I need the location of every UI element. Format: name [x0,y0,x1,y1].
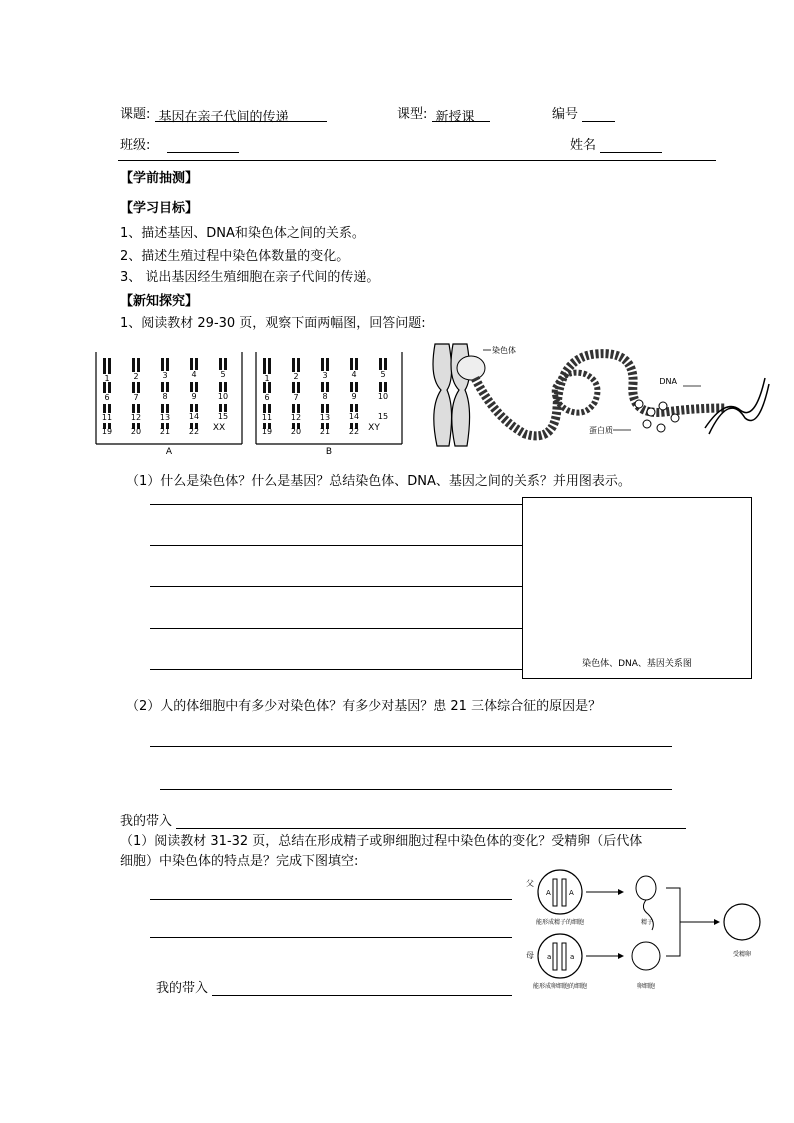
question-3-line1: （1）阅读教材 31-32 页，总结在形成精子或卵细胞过程中染色体的变化？受精卵（后代体 [120,834,643,849]
chromosome-number: 20 [130,427,142,436]
egg-cell-icon [632,942,660,970]
topic-value: 基因在亲子代间的传递 [158,110,289,125]
question-1: （1）什么是染色体？什么是基因？总结染色体、DNA、基因之间的关系？并用图表示。 [126,474,631,489]
chromosome-number: 11 [101,413,113,422]
allele-label: a [570,953,575,961]
sperm-label: 精子 [640,919,654,926]
chromosome-number: 8 [322,392,328,401]
goal-item: 2、描述生殖过程中染色体数量的变化。 [120,249,350,264]
answer-line[interactable] [150,586,522,587]
question-2: （2）人的体细胞中有多少对染色体？有多少对基因？患 21 三体综合征的原因是？ [126,699,602,714]
karyotype-a-label: A [165,447,173,456]
section-pretest: 【学前抽测】 [120,171,199,186]
chromosome-number: 13 [159,413,171,422]
my-question-field[interactable] [176,813,686,829]
chromosome-number: 10 [217,392,229,401]
chromosome-number: 5 [380,370,386,379]
allele-label: A [546,889,551,897]
chromosome-icon [562,879,566,906]
answer-line[interactable] [150,504,522,505]
sex-chromosomes-xy: XY [368,423,380,433]
zoom-circle-icon [457,356,485,380]
chromosome-number: 21 [319,427,331,436]
chromosome-number: 22 [348,427,360,436]
answer-line[interactable] [150,937,512,938]
chromosome-number: 7 [293,393,299,402]
chromosome-number: 6 [104,393,110,402]
fertilization-diagram [520,866,776,996]
class-field[interactable] [167,137,239,153]
class-row [120,134,239,153]
mother-label: 母 [526,951,534,960]
name-row [570,134,662,153]
answer-line[interactable] [150,899,512,900]
chromosome-number: 4 [351,370,357,379]
my-question-field[interactable] [212,980,512,996]
topic-value-underline [155,106,327,125]
section-explore: 【新知探究】 [120,294,199,309]
section-goals: 【学习目标】 [120,201,199,216]
my-question-row-2 [156,977,512,996]
chromosome-number: 13 [319,413,331,422]
chromosome-icon [553,943,557,970]
chromosome-number: 1 [264,374,270,383]
type-value: 新授课 [435,110,475,125]
chromosome-number: 6 [264,393,270,402]
chromosome-number: 20 [290,427,302,436]
father-label: 父 [526,879,534,888]
chromosome-label: 染色体 [492,346,516,355]
egg-precursor-cell-icon [538,934,582,978]
my-question-label: 我的带入 [120,814,173,829]
allele-label: A [569,889,574,897]
zygote-icon [724,904,760,940]
merge-bracket-icon [666,888,680,956]
name-field[interactable] [600,137,662,153]
class-label: 班级: [120,138,151,153]
dna-label: DNA [659,377,677,386]
chromosome-number: 1 [104,374,110,383]
chromosome-number: 2 [293,372,299,381]
chromosome-number: 4 [191,370,197,379]
chromosome-number: 3 [162,371,168,380]
chromosome-number: 12 [130,413,142,422]
chromosome-number: 22 [188,427,200,436]
chromosome-number: 15 [217,412,229,421]
arrow-head-icon [714,919,720,925]
name-label: 姓名 [570,138,597,153]
sperm-precursor-cell-icon [538,870,582,914]
chromosome-number: 9 [351,392,357,401]
sperm-precursor-label: 能形成精子的细胞 [535,919,585,926]
topic-label: 课题: [120,107,151,122]
chromosome-number: 14 [188,412,200,421]
chromosome-dna-figure [425,338,775,456]
goal-item: 3、 说出基因经生殖细胞在亲子代间的传递。 [120,270,380,285]
chromosome-number: 2 [133,372,139,381]
karyotype-a-figure [94,350,244,456]
type-row [397,103,490,125]
chromosome-number: 19 [261,427,273,436]
dna-helix-strand-icon [705,378,765,428]
my-question-label: 我的带入 [156,981,209,996]
chromatid-left-icon [433,344,452,446]
karyotype-b-figure [254,350,404,456]
chromosome-number: 21 [159,427,171,436]
question-3-line2: 细胞）中染色体的特点是？完成下图填空: [120,854,359,869]
answer-line[interactable] [150,746,672,747]
chromosome-icon [562,943,566,970]
chromosome-number: 15 [377,412,389,421]
type-value-underline [432,106,490,125]
chromosome-number: 11 [261,413,273,422]
arrow-head-icon [618,889,624,895]
arrow-head-icon [618,953,624,959]
relationship-diagram-caption: 染色体、DNA、基因关系图 [582,659,692,669]
task1-instruction: 1、阅读教材 29-30 页，观察下面两幅图，回答问题: [120,316,426,331]
header-divider [118,160,716,161]
goal-item: 1、描述基因、DNA和染色体之间的关系。 [120,226,365,241]
sex-chromosomes-xx: XX [212,423,226,433]
chromosome-number: 19 [101,427,113,436]
chromosome-number: 14 [348,412,360,421]
chromosome-number: 5 [220,370,226,379]
chromosome-number: 8 [162,392,168,401]
chromosome-number: 9 [191,392,197,401]
sperm-head-icon [636,876,656,900]
number-label: 编号 [552,107,579,122]
topic-row [120,103,327,125]
my-question-row [120,810,686,829]
chromosome-number: 10 [377,392,389,401]
karyotype-b-label: B [325,447,333,456]
chromosome-number: 12 [290,413,302,422]
number-field[interactable] [582,106,615,122]
allele-label: a [547,953,552,961]
chromosome-number: 7 [133,393,139,402]
chromosome-icon [553,879,557,906]
answer-line[interactable] [160,789,672,790]
zygote-label: 受精卵 [732,951,752,958]
answer-line[interactable] [150,545,522,546]
number-row [552,103,615,122]
answer-line[interactable] [150,669,522,670]
type-label: 课型: [397,107,428,122]
answer-line[interactable] [150,628,522,629]
egg-precursor-label: 能形成卵细胞的细胞 [532,983,588,990]
egg-label: 卵细胞 [636,983,656,990]
chromosome-number: 3 [322,371,328,380]
protein-label: 蛋白质 [589,426,613,435]
relationship-diagram-box[interactable] [522,497,752,679]
